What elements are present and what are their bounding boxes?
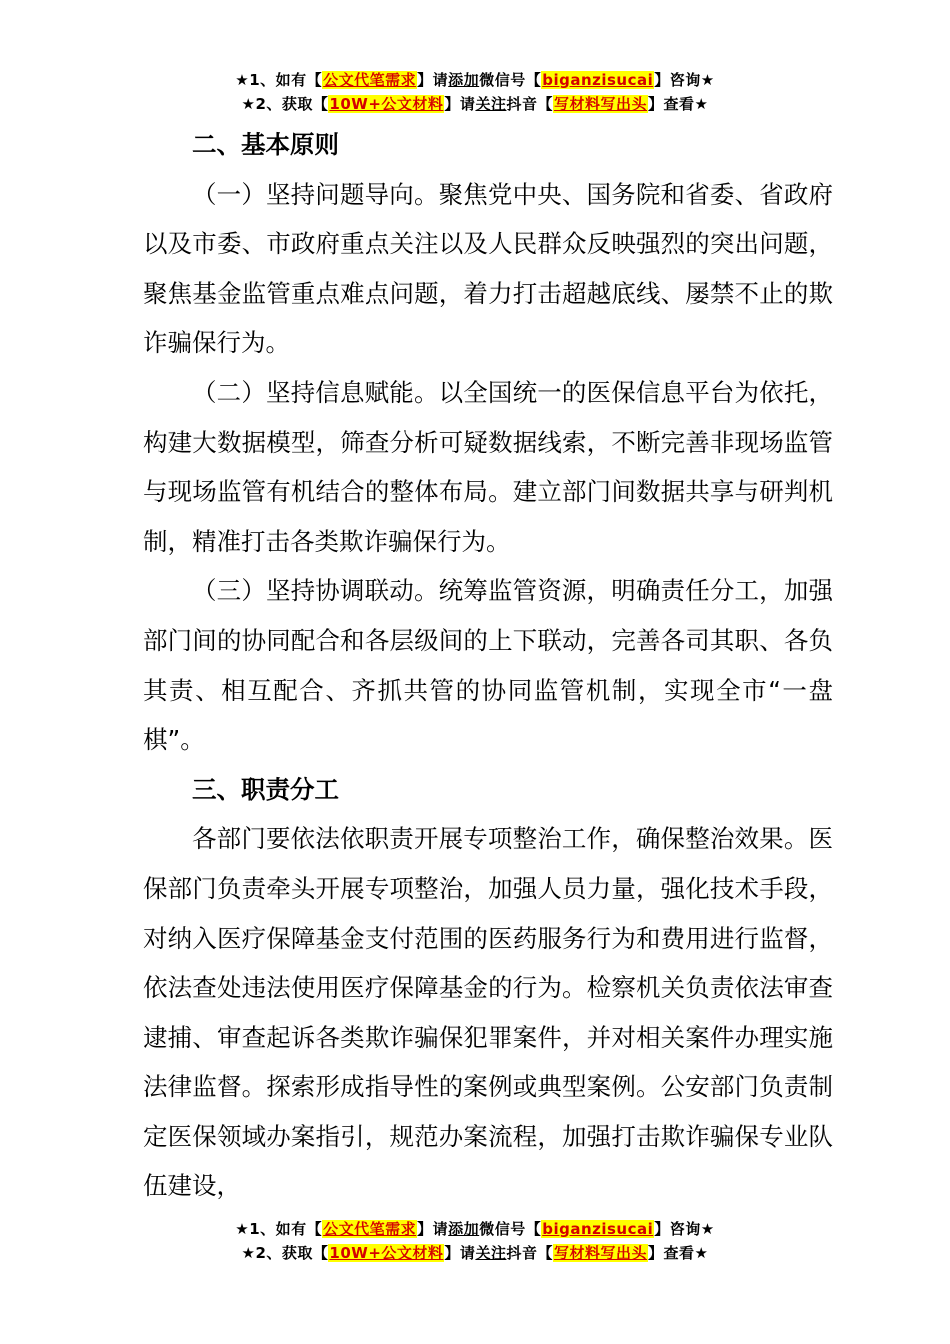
promo-banner-bottom [0, 1217, 950, 1265]
highlight-douyin-account: 写材料写出头 [553, 1244, 647, 1262]
section-heading-responsibilities: 三、职责分工 [192, 774, 339, 804]
promo-line-2: ★2、获取【10W+公文材料】请关注抖音【写材料写出头】查看★ [241, 95, 709, 113]
promo-line-2: ★2、获取【10W+公文材料】请关注抖音【写材料写出头】查看★ [241, 1244, 709, 1262]
highlight-douyin-account: 写材料写出头 [553, 95, 647, 113]
star-icon: ★ [694, 1244, 709, 1262]
star-icon: ★ [241, 95, 256, 113]
promo-line-1: ★1、如有【公文代笔需求】请添加微信号【biganzisucai】咨询★ [235, 1220, 715, 1238]
star-icon: ★ [694, 95, 709, 113]
star-icon: ★ [241, 1244, 256, 1262]
highlight-materials: 10W+公文材料 [329, 95, 444, 113]
promo-line-1: ★1、如有【公文代笔需求】请添加微信号【biganzisucai】咨询★ [235, 71, 715, 89]
document-body [143, 120, 833, 1211]
highlight-wechat-id: biganzisucai [542, 71, 654, 89]
highlight-wechat-id: biganzisucai [542, 1220, 654, 1238]
promo-banner-top [0, 68, 950, 116]
highlight-service: 公文代笔需求 [323, 1220, 417, 1238]
highlight-service: 公文代笔需求 [323, 71, 417, 89]
paragraph-division-of-duties: 各部门要依法依职责开展专项整治工作，确保整治效果。医保部门负责牵头开展专项整治，加强人员力量，强化技术手段，对纳入医疗保障基金支付范围的医药服务行为和费用进行监督，依法查处违法使用医疗保障基金的行为。检察机关负责依法审查逮捕、审查起诉各类欺诈骗保犯罪案件，并对相关案件办理实施法律监督。探索形成指导性的案例或典型案例。公安部门负责制定医保领域办案指引，规范办案流程，加强打击欺诈骗保专业队伍建设， [143, 824, 833, 1201]
paragraph-problem-oriented: （一）坚持问题导向。聚焦党中央、国务院和省委、省政府以及市委、市政府重点关注以及人民群众反映强烈的突出问题，聚焦基金监管重点难点问题，着力打击超越底线、屡禁不止的欺诈骗保行为。 [143, 179, 833, 358]
star-icon: ★ [700, 71, 715, 89]
highlight-materials: 10W+公文材料 [329, 1244, 444, 1262]
paragraph-coordination: （三）坚持协调联动。统筹监管资源，明确责任分工，加强部门间的协同配合和各层级间的上下联动，完善各司其职、各负其责、相互配合、齐抓共管的协同监管机制，实现全市“一盘棋”。 [143, 576, 833, 755]
star-icon: ★ [235, 71, 250, 89]
star-icon: ★ [235, 1220, 250, 1238]
paragraph-information-empowerment: （二）坚持信息赋能。以全国统一的医保信息平台为依托，构建大数据模型，筛查分析可疑数据线索，不断完善非现场监管与现场监管有机结合的整体布局。建立部门间数据共享与研判机制，精准打击各类欺诈骗保行为。 [143, 377, 833, 556]
section-heading-basic-principles: 二、基本原则 [192, 130, 339, 159]
star-icon: ★ [700, 1220, 715, 1238]
